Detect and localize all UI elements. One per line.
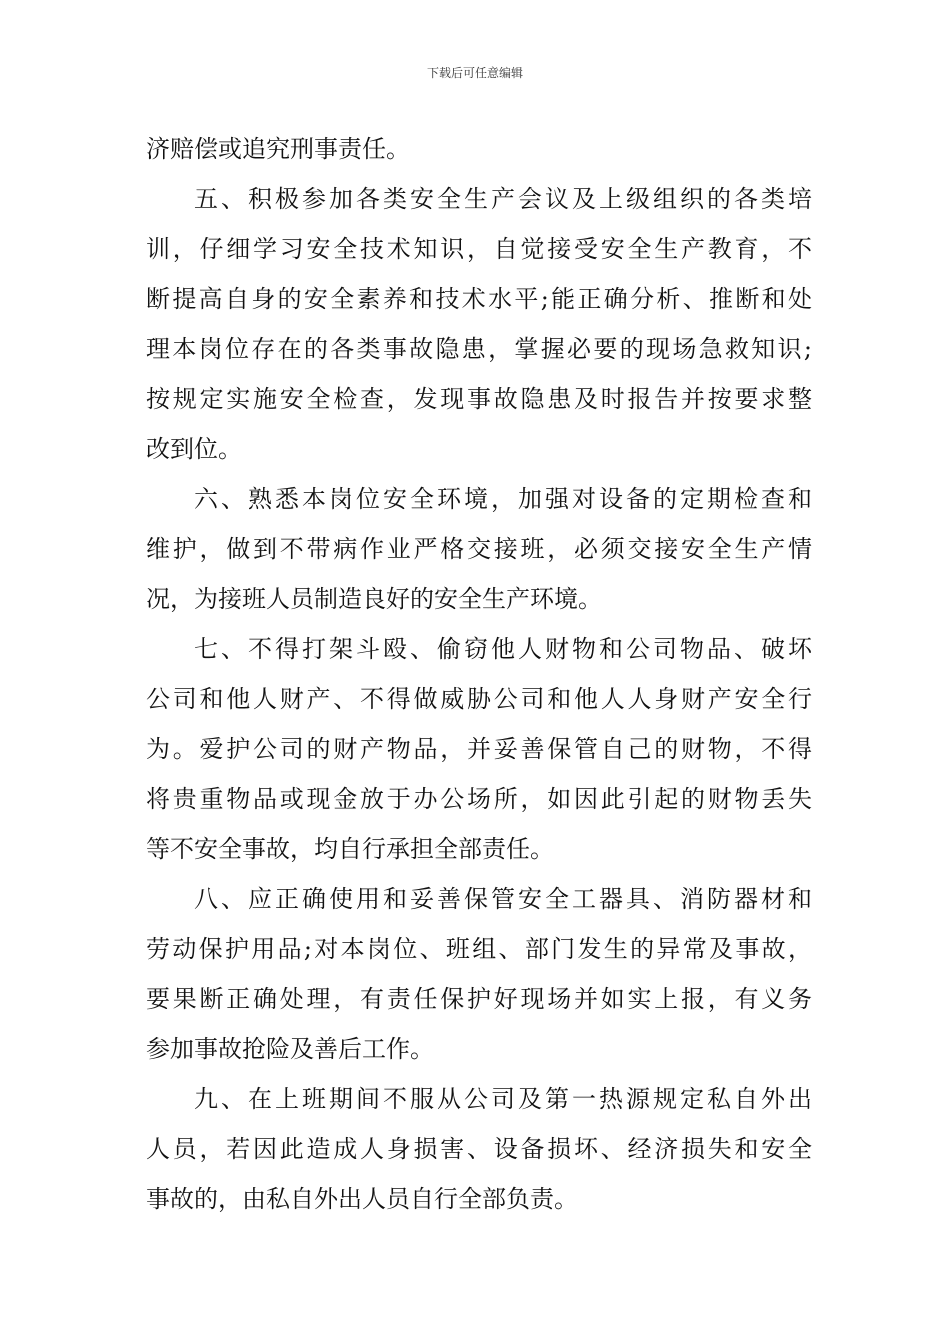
text-line: 劳动保护用品;对本岗位、班组、部门发生的异常及事故， bbox=[146, 935, 812, 963]
text-line: 九、在上班期间不服从公司及第一热源规定私自外出 bbox=[194, 1085, 812, 1113]
text-line: 要果断正确处理，有责任保护好现场并如实上报，有义务 bbox=[146, 985, 812, 1013]
text-line: 将贵重物品或现金放于办公场所，如因此引起的财物丢失 bbox=[146, 785, 812, 813]
text-line: 公司和他人财产、不得做威胁公司和他人人身财产安全行 bbox=[146, 685, 812, 713]
text-line: 五、积极参加各类安全生产会议及上级组织的各类培 bbox=[194, 185, 812, 213]
text-line: 济赔偿或追究刑事责任。 bbox=[146, 135, 410, 163]
text-line: 训，仔细学习安全技术知识，自觉接受安全生产教育，不 bbox=[146, 235, 812, 263]
text-line: 参加事故抢险及善后工作。 bbox=[146, 1035, 434, 1063]
text-line: 六、熟悉本岗位安全环境，加强对设备的定期检查和 bbox=[194, 485, 812, 513]
text-line: 等不安全事故，均自行承担全部责任。 bbox=[146, 835, 554, 863]
text-line: 七、不得打架斗殴、偷窃他人财物和公司物品、破坏 bbox=[194, 635, 812, 663]
text-line: 维护，做到不带病作业严格交接班，必须交接安全生产情 bbox=[146, 535, 812, 563]
text-line: 理本岗位存在的各类事故隐患，掌握必要的现场急救知识; bbox=[146, 335, 812, 363]
text-line: 事故的，由私自外出人员自行全部负责。 bbox=[146, 1185, 578, 1213]
page-header: 下载后可任意编辑 bbox=[426, 66, 523, 80]
text-line: 按规定实施安全检查，发现事故隐患及时报告并按要求整 bbox=[146, 385, 812, 413]
text-line: 断提高自身的安全素养和技术水平;能正确分析、推断和处 bbox=[146, 285, 812, 313]
text-line: 况，为接班人员制造良好的安全生产环境。 bbox=[146, 585, 602, 613]
document-body bbox=[146, 124, 812, 1224]
text-line: 人员，若因此造成人身损害、设备损坏、经济损失和安全 bbox=[146, 1135, 812, 1163]
text-line: 为。爱护公司的财产物品，并妥善保管自己的财物，不得 bbox=[146, 735, 812, 763]
text-line: 改到位。 bbox=[146, 435, 242, 463]
text-line: 八、应正确使用和妥善保管安全工器具、消防器材和 bbox=[194, 885, 812, 913]
